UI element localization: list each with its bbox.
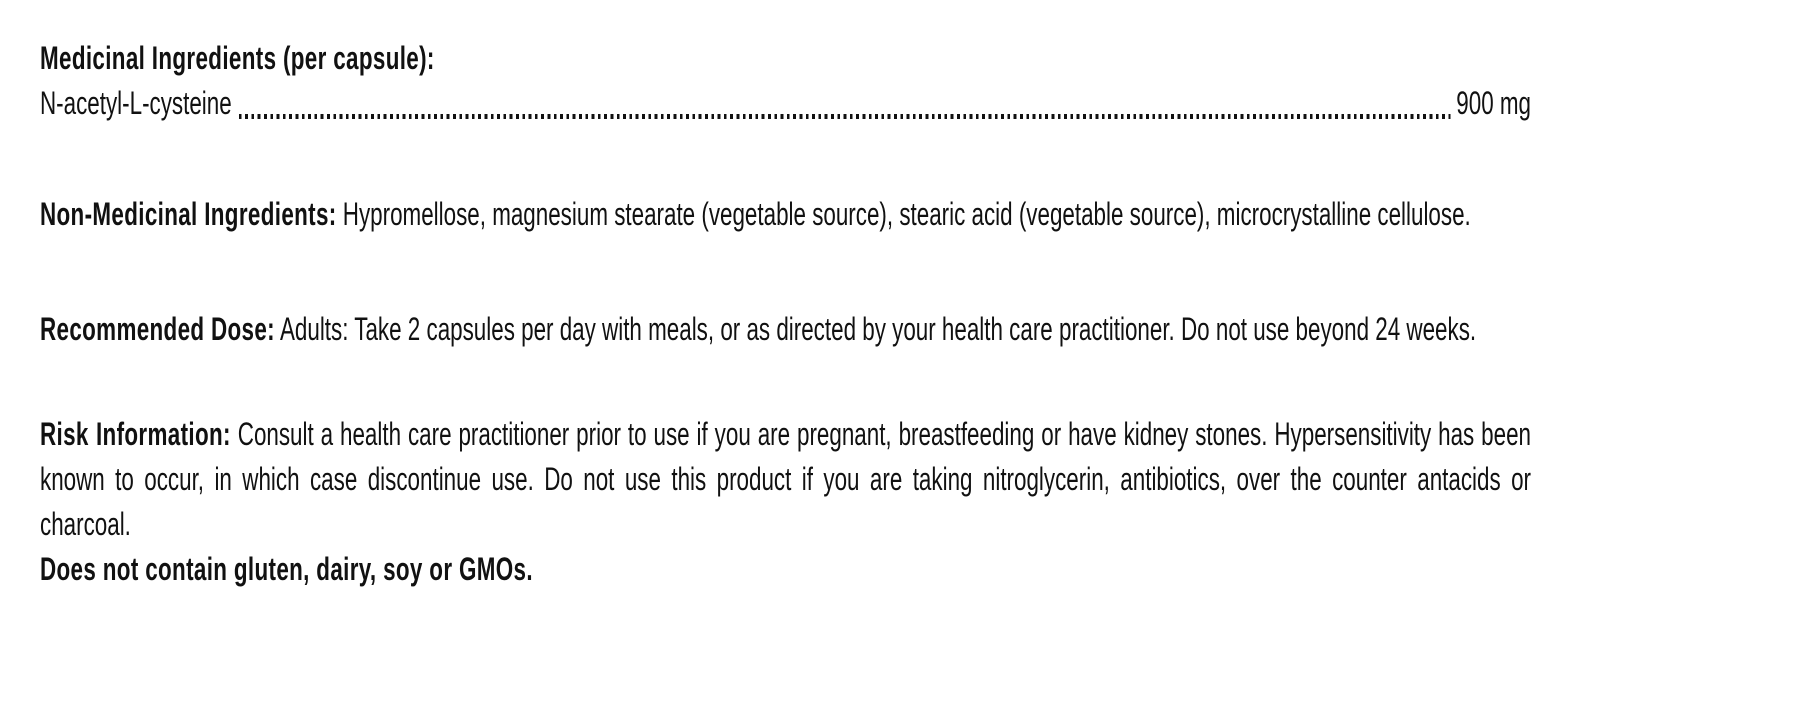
risk-information-text: Consult a health care practitioner prior to use if you are pregnant, breastfeeding or have kidney stones. Hypersensitivity has been known to occur, in which case discontinue use. Do not use this product if you are taking nitroglycerin, antibiotics, over the counter antacids or charcoal. <box>40 416 1532 542</box>
recommended-dose-label: Recommended Dose: <box>40 311 275 347</box>
non-medicinal-label: Non-Medicinal Ingredients: <box>40 196 337 232</box>
label-text-block <box>40 36 1531 592</box>
non-medicinal-paragraph <box>40 192 1531 237</box>
recommended-dose-paragraph <box>40 307 1531 352</box>
medicinal-ingredients-heading: Medicinal Ingredients (per capsule): <box>40 40 435 76</box>
ingredient-name: N-acetyl-L-cysteine <box>40 85 232 121</box>
ingredient-row <box>40 81 1531 126</box>
dotted-leader <box>239 114 1451 119</box>
risk-information-label: Risk Information: <box>40 416 231 452</box>
risk-information-paragraph <box>40 412 1531 547</box>
recommended-dose-text: Adults: Take 2 capsules per day with meals, or as directed by your health care practitioner. Do not use beyond 24 weeks. <box>279 311 1477 347</box>
ingredient-amount: 900 mg <box>1456 85 1531 121</box>
allergen-statement: Does not contain gluten, dairy, soy or GMOs. <box>40 551 533 587</box>
non-medicinal-text: Hypromellose, magnesium stearate (vegetable source), stearic acid (vegetable source), microcrystalline cellulose. <box>342 196 1471 232</box>
